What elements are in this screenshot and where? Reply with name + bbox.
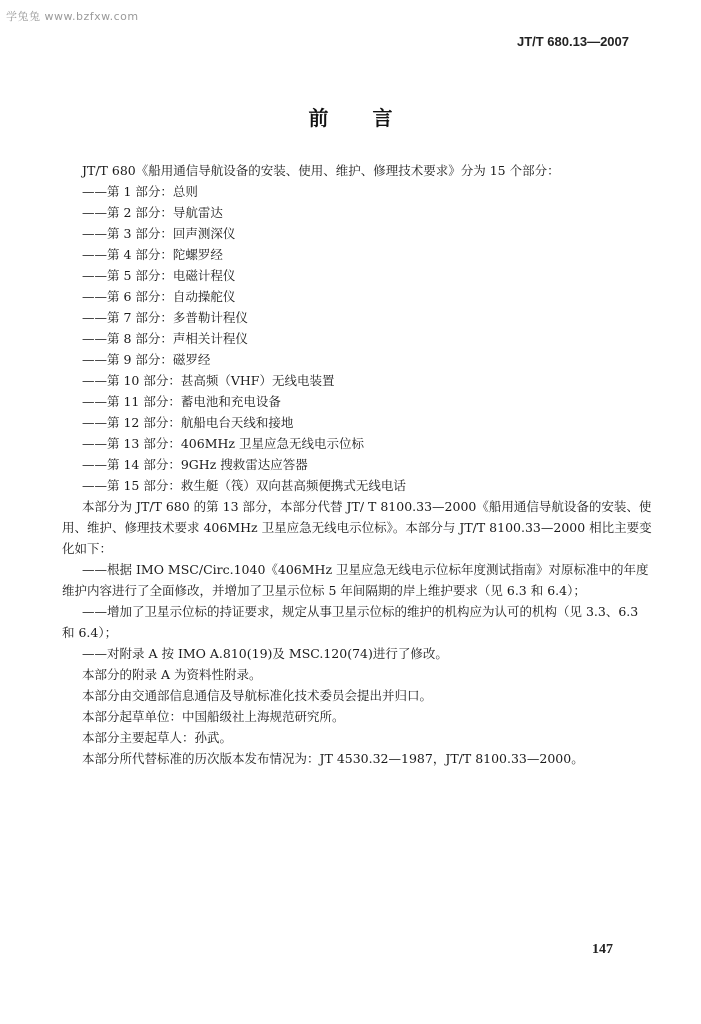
version-history-note: 本部分所代替标准的历次版本发布情况为：JT 4530.32—1987，JT/T 8100.33—2000。	[82, 751, 584, 766]
list-item: ——第 13 部分：406MHz 卫星应急无线电示位标	[82, 436, 364, 451]
appendix-note: 本部分的附录 A 为资料性附录。	[82, 667, 262, 682]
list-item: ——第 10 部分：甚高频（VHF）无线电装置	[82, 373, 335, 388]
page-number: 147	[592, 942, 613, 957]
parts-list	[62, 181, 652, 496]
page-title: 前言	[308, 106, 437, 130]
list-item: ——第 2 部分：导航雷达	[82, 205, 223, 220]
list-item: ——第 15 部分：救生艇（筏）双向甚高频便携式无线电话	[82, 478, 406, 493]
list-item: ——第 6 部分：自动操舵仪	[82, 289, 236, 304]
list-item: ——第 1 部分：总则	[82, 184, 198, 199]
document-code: JT/T 680.13—2007	[516, 34, 629, 49]
list-item: ——第 9 部分：磁罗经	[82, 352, 211, 367]
list-item: ——第 8 部分：声相关计程仪	[82, 331, 248, 346]
watermark-text: 学兔兔 www.bzfxw.com	[6, 10, 139, 23]
list-item: ——第 7 部分：多普勒计程仪	[82, 310, 248, 325]
list-item: ——第 5 部分：电磁计程仪	[82, 268, 236, 283]
list-item: ——第 11 部分：蓄电池和充电设备	[82, 394, 281, 409]
list-item: ——第 12 部分：航船电台天线和接地	[82, 415, 294, 430]
proposer-note: 本部分由交通部信息通信及导航标准化技术委员会提出并归口。	[82, 688, 433, 703]
intro-paragraph: JT/T 680《船用通信导航设备的安装、使用、维护、修理技术要求》分为 15 个部分：	[82, 163, 560, 178]
list-item: ——第 4 部分：陀螺罗经	[82, 247, 223, 262]
change-item-annex: ——对附录 A 按 IMO A.810(19)及 MSC.120(74)进行了修改。	[82, 646, 448, 661]
foreword-body	[62, 160, 652, 769]
list-item: ——第 3 部分：回声测深仪	[82, 226, 236, 241]
drafting-unit-note: 本部分起草单位：中国船级社上海规范研究所。	[82, 709, 345, 724]
drafter-note: 本部分主要起草人：孙武。	[82, 730, 233, 745]
change-item-certification: ——增加了卫星示位标的持证要求，规定从事卫星示位标的维护的机构应为认可的机构（见 3.3、6.3 和 6.4）；	[62, 604, 639, 640]
change-item-annual-maintenance: ——根据 IMO MSC/Circ.1040《406MHz 卫星应急无线电示位标年度测试指南》对原标准中的年度维护内容进行了全面修改，并增加了卫星示位标 5 年间隔期的岸上维护要求（见 6.3 和 6.4）；	[62, 562, 649, 598]
list-item: ——第 14 部分：9GHz 搜救雷达应答器	[82, 457, 308, 472]
replacement-paragraph: 本部分为 JT/T 680 的第 13 部分，本部分代替 JT/ T 8100.33—2000《船用通信导航设备的安装、使用、维护、修理技术要求 406MHz 卫星应急无线电示位标》。本部分与 JT/T 8100.33—2000 相比主要变化如下：	[62, 499, 652, 556]
